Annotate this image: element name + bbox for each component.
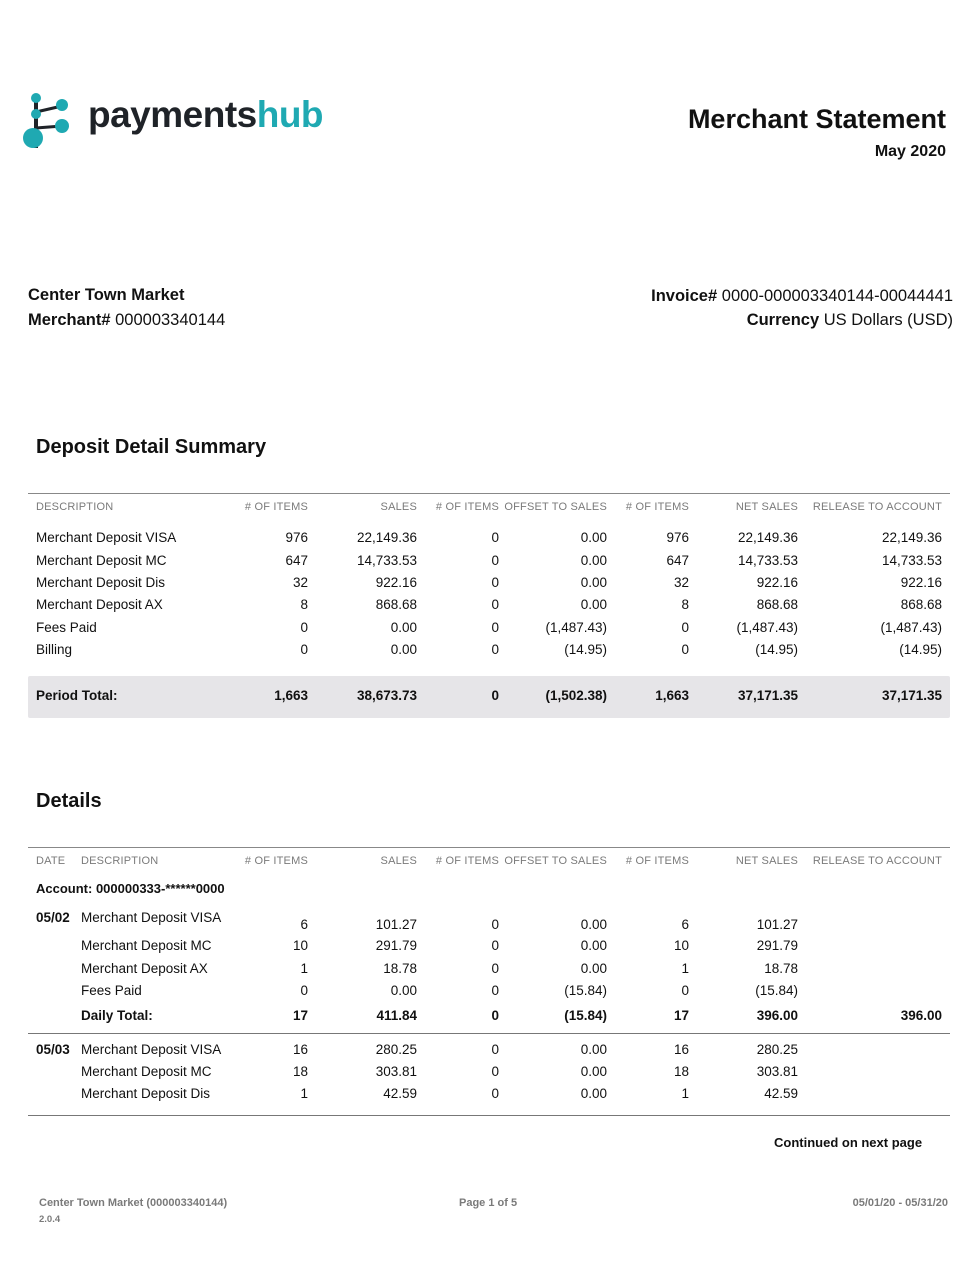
value-cell: 976 xyxy=(666,530,689,545)
col-header-items: # OF ITEMS xyxy=(244,855,308,867)
merchant-name: Center Town Market xyxy=(28,286,185,304)
value-cell: (1,487.43) xyxy=(736,620,798,635)
value-cell: 0 xyxy=(491,1086,499,1101)
summary-row xyxy=(28,620,950,640)
col-header-items-3: # OF ITEMS xyxy=(625,501,689,513)
value-cell: 922.16 xyxy=(900,575,942,590)
summary-section-title: Deposit Detail Summary xyxy=(36,436,267,458)
value-cell: 0.00 xyxy=(580,597,607,612)
description-cell: Fees Paid xyxy=(81,983,142,998)
summary-row xyxy=(28,530,950,550)
col-header-items-2: # OF ITEMS xyxy=(435,855,499,867)
value-cell: 0 xyxy=(491,983,499,998)
daily-total-cell: 411.84 xyxy=(376,1008,417,1023)
value-cell: 14,733.53 xyxy=(881,553,942,568)
value-cell: 22,149.36 xyxy=(737,530,798,545)
footer-version: 2.0.4 xyxy=(39,1214,61,1225)
value-cell: 0 xyxy=(491,530,499,545)
value-cell: 303.81 xyxy=(756,1064,798,1079)
value-cell: 0.00 xyxy=(580,938,607,953)
value-cell: (14.95) xyxy=(564,642,607,657)
summary-row xyxy=(28,642,950,662)
value-cell: 32 xyxy=(292,575,308,590)
value-cell: 0 xyxy=(300,983,308,998)
date-cell: 05/03 xyxy=(36,1042,70,1057)
value-cell: 0.00 xyxy=(580,575,607,590)
total-cell: 1,663 xyxy=(655,688,689,703)
description-cell: Merchant Deposit MC xyxy=(81,938,212,953)
value-cell: (14.95) xyxy=(899,642,942,657)
summary-row xyxy=(28,553,950,573)
value-cell: 32 xyxy=(673,575,689,590)
details-section-title: Details xyxy=(36,790,102,812)
description-cell: Merchant Deposit AX xyxy=(81,961,208,976)
col-header-offset: OFFSET TO SALES xyxy=(504,855,607,867)
value-cell: 0 xyxy=(491,1042,499,1057)
daily-total-cell: 396.00 xyxy=(900,1008,942,1023)
total-label: Period Total: xyxy=(36,688,118,703)
value-cell: 0 xyxy=(491,917,499,932)
merchant-number: Merchant# 000003340144 xyxy=(28,311,226,329)
daily-total-label: Daily Total: xyxy=(81,1008,153,1023)
value-cell: 16 xyxy=(292,1042,308,1057)
description-cell: Merchant Deposit AX xyxy=(36,597,163,612)
col-header-sales: SALES xyxy=(380,855,417,867)
value-cell: 0 xyxy=(491,575,499,590)
col-header-description: DESCRIPTION xyxy=(36,501,114,513)
value-cell: 18.78 xyxy=(383,961,417,976)
summary-header-row xyxy=(28,501,950,521)
value-cell: (1,487.43) xyxy=(545,620,607,635)
value-cell: 0 xyxy=(681,642,689,657)
table-bottom-rule xyxy=(28,1115,950,1116)
value-cell: 0 xyxy=(681,983,689,998)
value-cell: 14,733.53 xyxy=(737,553,798,568)
total-cell: 38,673.73 xyxy=(356,688,417,703)
daily-total-cell: 0 xyxy=(491,1008,499,1023)
description-cell: Billing xyxy=(36,642,73,657)
value-cell: 868.68 xyxy=(756,597,798,612)
value-cell: 0.00 xyxy=(390,983,417,998)
statement-title: Merchant Statement xyxy=(687,104,946,134)
col-header-release: RELEASE TO ACCOUNT xyxy=(812,855,942,867)
description-cell: Fees Paid xyxy=(36,620,97,635)
value-cell: 291.79 xyxy=(756,938,798,953)
logo-word-hub: hub xyxy=(256,94,324,135)
value-cell: 0 xyxy=(491,1064,499,1079)
col-header-offset: OFFSET TO SALES xyxy=(504,501,607,513)
col-header-items-2: # OF ITEMS xyxy=(435,501,499,513)
total-cell: 1,663 xyxy=(274,688,308,703)
value-cell: 1 xyxy=(300,961,308,976)
logo-word-payments: payments xyxy=(88,94,257,135)
daily-total-cell: 17 xyxy=(292,1008,308,1023)
value-cell: 0 xyxy=(300,642,308,657)
col-header-release: RELEASE TO ACCOUNT xyxy=(812,501,942,513)
value-cell: 14,733.53 xyxy=(356,553,417,568)
value-cell: 868.68 xyxy=(375,597,417,612)
details-header-row xyxy=(28,855,950,875)
value-cell: (14.95) xyxy=(755,642,798,657)
value-cell: 101.27 xyxy=(375,917,417,932)
value-cell: 868.68 xyxy=(900,597,942,612)
value-cell: 922.16 xyxy=(756,575,798,590)
value-cell: 922.16 xyxy=(375,575,417,590)
value-cell: 22,149.36 xyxy=(356,530,417,545)
value-cell: 280.25 xyxy=(375,1042,417,1057)
daily-total-cell: (15.84) xyxy=(564,1008,607,1023)
col-header-description: DESCRIPTION xyxy=(81,855,159,867)
value-cell: 647 xyxy=(666,553,689,568)
value-cell: 0 xyxy=(491,961,499,976)
footer-page-number: Page 1 of 5 xyxy=(459,1197,518,1209)
value-cell: 0 xyxy=(491,597,499,612)
value-cell: 6 xyxy=(681,917,689,932)
value-cell: 1 xyxy=(681,961,689,976)
total-cell: 0 xyxy=(491,688,499,703)
value-cell: (1,487.43) xyxy=(880,620,942,635)
value-cell: 1 xyxy=(300,1086,308,1101)
value-cell: 280.25 xyxy=(756,1042,798,1057)
col-header-date: DATE xyxy=(36,855,66,867)
daily-total-cell: 396.00 xyxy=(756,1008,798,1023)
value-cell: (15.84) xyxy=(755,983,798,998)
detail-row xyxy=(28,1064,950,1084)
value-cell: 647 xyxy=(285,553,308,568)
statement-period: May 2020 xyxy=(874,143,946,160)
period-total-row xyxy=(28,688,950,708)
date-cell: 05/02 xyxy=(36,910,70,925)
value-cell: 18 xyxy=(673,1064,689,1079)
value-cell: 303.81 xyxy=(375,1064,417,1079)
detail-row xyxy=(28,910,950,930)
value-cell: 0.00 xyxy=(580,553,607,568)
detail-row xyxy=(28,983,950,1003)
footer-merchant: Center Town Market (000003340144) xyxy=(39,1197,228,1209)
currency: Currency US Dollars (USD) xyxy=(746,311,953,329)
detail-row xyxy=(28,1086,950,1106)
value-cell: 0.00 xyxy=(390,642,417,657)
deposit-summary-table xyxy=(28,493,950,719)
value-cell: 1 xyxy=(681,1086,689,1101)
value-cell: 0.00 xyxy=(580,1064,607,1079)
value-cell: 0.00 xyxy=(580,961,607,976)
value-cell: 0 xyxy=(491,620,499,635)
description-cell: Merchant Deposit Dis xyxy=(81,1086,211,1101)
value-cell: 18 xyxy=(292,1064,308,1079)
total-cell: 37,171.35 xyxy=(881,688,942,703)
account-row xyxy=(28,881,950,901)
value-cell: 0.00 xyxy=(580,1042,607,1057)
value-cell: 291.79 xyxy=(375,938,417,953)
description-cell: Merchant Deposit VISA xyxy=(36,530,177,545)
value-cell: 42.59 xyxy=(383,1086,417,1101)
col-header-net-sales: NET SALES xyxy=(735,855,798,867)
total-cell: (1,502.38) xyxy=(545,688,607,703)
logo-wordmark xyxy=(88,94,323,136)
description-cell: Merchant Deposit MC xyxy=(36,553,167,568)
value-cell: 8 xyxy=(300,597,308,612)
details-table xyxy=(28,847,950,1117)
continued-note: Continued on next page xyxy=(774,1135,923,1150)
col-header-net-sales: NET SALES xyxy=(735,501,798,513)
value-cell: 10 xyxy=(673,938,689,953)
description-cell: Merchant Deposit Dis xyxy=(36,575,166,590)
value-cell: (15.84) xyxy=(564,983,607,998)
value-cell: 0.00 xyxy=(390,620,417,635)
value-cell: 0.00 xyxy=(580,1086,607,1101)
total-cell: 37,171.35 xyxy=(737,688,798,703)
value-cell: 0.00 xyxy=(580,917,607,932)
col-header-items: # OF ITEMS xyxy=(244,501,308,513)
value-cell: 0.00 xyxy=(580,530,607,545)
footer-date-range: 05/01/20 - 05/31/20 xyxy=(852,1197,948,1209)
value-cell: 42.59 xyxy=(764,1086,798,1101)
value-cell: 0 xyxy=(491,642,499,657)
value-cell: 0 xyxy=(300,620,308,635)
value-cell: 101.27 xyxy=(756,917,798,932)
value-cell: 0 xyxy=(491,938,499,953)
summary-row xyxy=(28,597,950,617)
col-header-items-3: # OF ITEMS xyxy=(625,855,689,867)
description-cell: Merchant Deposit VISA xyxy=(81,1042,222,1057)
detail-row xyxy=(28,961,950,981)
value-cell: 8 xyxy=(681,597,689,612)
day-separator xyxy=(28,1033,950,1034)
value-cell: 18.78 xyxy=(764,961,798,976)
daily-total-cell: 17 xyxy=(673,1008,689,1023)
value-cell: 22,149.36 xyxy=(881,530,942,545)
summary-row xyxy=(28,575,950,595)
value-cell: 10 xyxy=(292,938,308,953)
daily-total-row xyxy=(28,1008,950,1028)
account-label: Account: 000000333-******0000 xyxy=(36,881,225,896)
value-cell: 6 xyxy=(300,917,308,932)
value-cell: 976 xyxy=(285,530,308,545)
invoice-number: Invoice# 0000-000003340144-00044441 xyxy=(651,287,953,305)
detail-row xyxy=(28,938,950,958)
value-cell: 0 xyxy=(681,620,689,635)
description-cell: Merchant Deposit VISA xyxy=(81,910,222,925)
value-cell: 0 xyxy=(491,553,499,568)
col-header-sales: SALES xyxy=(380,501,417,513)
detail-row xyxy=(28,1042,950,1062)
value-cell: 16 xyxy=(673,1042,689,1057)
description-cell: Merchant Deposit MC xyxy=(81,1064,212,1079)
